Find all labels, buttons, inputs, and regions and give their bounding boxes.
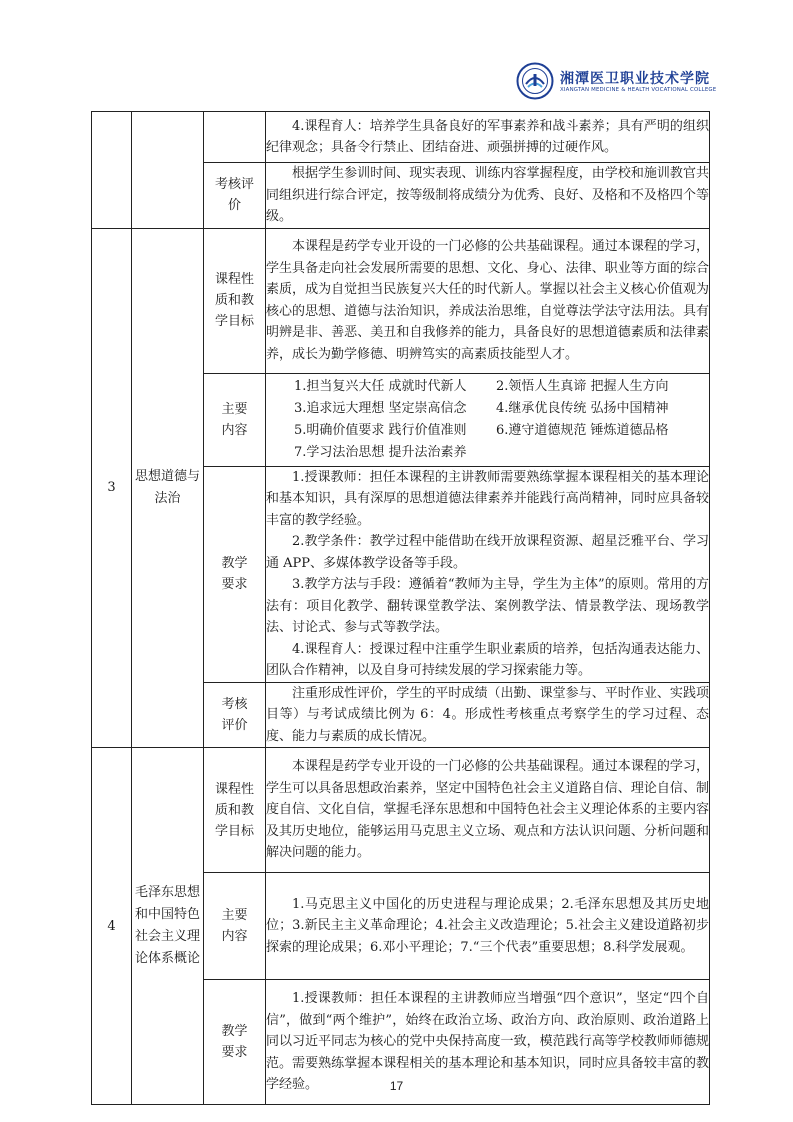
assessment-text: 注重形成性评价，学生的平时成绩（出勤、课堂参与、平时作业、实践项目等）与考试成绩比例为 6：4。形成性考核重点考察学生的学习过程、态度、能力与素质的成长情况。 <box>266 685 709 744</box>
list-item: 4.继承优良传统 弘扬中国精神 <box>496 400 669 416</box>
requirements-cell <box>266 466 710 682</box>
content-label: 主要内容 <box>204 373 266 466</box>
content-text: 1.马克思主义中国化的历史进程与理论成果；2.毛泽东思想及其历史地位；3.新民主主义革命理论；4.社会主义改造理论；5.社会主义建设道路初步探索的理论成果；6.邓小平理论；7.“三个代表”重要思想；8.科学发展观。 <box>266 896 709 955</box>
list-item: 2.领悟人生真谛 把握人生方向 <box>496 378 669 394</box>
course-number-cell <box>92 112 132 229</box>
list-item: 5.明确价值要求 践行价值准则 <box>294 422 467 438</box>
page-number: 17 <box>389 1079 404 1093</box>
list-item: 6.遵守道德规范 锤炼道德品格 <box>496 422 669 438</box>
goals-label: 课程性质和教学目标 <box>204 748 266 873</box>
content-list <box>266 375 709 465</box>
course-name: 毛泽东思想和中国特色社会主义理论体系概论 <box>132 748 204 1105</box>
requirement-item: 1.授课教师：担任本课程的主讲教师需要熟练掌握本课程相关的基本理论和基本知识，具有深厚的思想道德法律素养并能践行高尚精神，同时应具备较丰富的教学经验。 <box>266 469 709 528</box>
list-item: 7.学习法治思想 提升法治素养 <box>294 444 467 460</box>
category-cell <box>204 112 266 163</box>
course-name-cell <box>132 112 204 229</box>
goals-text: 本课程是药学专业开设的一门必修的公共基础课程。通过本课程的学习，学生可以具备思想政治素养，坚定中国特色社会主义道路自信、理论自信、制度自信、文化自信，掌握毛泽东思想和中国特色社会主义理论体系的主要内容及其历史地位，能够运用马克思主义立场、观点和方法认识问题、分析问题和解决问题的能力。 <box>266 759 709 861</box>
table-row <box>92 112 710 163</box>
course-number: 4 <box>92 748 132 1105</box>
content-label: 主要内容 <box>204 873 266 980</box>
goals-cell <box>266 748 710 873</box>
content-cell <box>266 373 710 466</box>
course-table <box>91 111 710 1105</box>
assessment-label: 考核评价 <box>204 682 266 748</box>
assessment-cell <box>266 682 710 748</box>
requirements-label: 教学要求 <box>204 466 266 682</box>
requirement-item: 4.课程育人：授课过程中注重学生职业素质的培养，包括沟通表达能力、团队合作精神，以及自身可持续发展的学习探索能力等。 <box>266 641 709 678</box>
school-logo <box>516 62 716 102</box>
table-row <box>92 228 710 373</box>
course-name: 思想道德与法治 <box>132 228 204 748</box>
goals-label: 课程性质和教学目标 <box>204 228 266 373</box>
school-name-english: XIANGTAN MEDICINE & HEALTH VOCATIONAL COLLEGE <box>560 87 717 93</box>
list-item: 3.追求远大理想 坚定崇高信念 <box>294 400 467 416</box>
requirements-label: 教学要求 <box>204 980 266 1105</box>
requirement-item: 2.教学条件：教学过程中能借助在线开放课程资源、超星泛雅平台、学习通 APP、多媒体教学设备等手段。 <box>266 534 709 571</box>
school-name: 湘潭医卫职业技术学院 <box>560 71 710 87</box>
requirement-item: 1.授课教师：担任本课程的主讲教师应当增强“四个意识”，坚定“四个自信”，做到“两个维护”，始终在政治立场、政治方向、政治原则、政治道路上同以习近平同志为核心的党中央保持高度一致，模范践行高等学校教师师德规范。需要熟练掌握本课程相关的基本理论和基本知识，同时应具备较丰富的教学经验。 <box>266 991 709 1093</box>
assessment-label: 考核评价 <box>204 163 266 229</box>
table-row <box>92 748 710 873</box>
requirement-item: 3.教学方法与手段：遵循着“教师为主导，学生为主体”的原则。常用的方法有：项目化教学、翻转课堂教学法、案例教学法、情景教学法、现场教学法、讨论式、参与式等教学法。 <box>266 577 709 635</box>
assessment-text: 根据学生参训时间、现实表现、训练内容掌握程度，由学校和施训教官共同组织进行综合评定，按等级制将成绩分为优秀、良好、及格和不及格四个等级。 <box>266 166 709 224</box>
requirements-tail-text: 4.课程育人：培养学生具备良好的军事素养和战斗素养；具有严明的组织纪律观念；具备令行禁止、团结奋进、顽强拼搏的过硬作风。 <box>266 118 709 155</box>
school-emblem-icon <box>516 62 554 100</box>
course-number: 3 <box>92 228 132 748</box>
requirements-tail-cell <box>266 112 710 163</box>
content-cell <box>266 873 710 980</box>
goals-text: 本课程是药学专业开设的一门必修的公共基础课程。通过本课程的学习，学生具备走向社会发展所需要的思想、文化、身心、法律、职业等方面的综合素质，成为自觉担当民族复兴大任的时代新人。掌握以社会主义核心价值观为核心的思想、道德与法治知识，养成法治思维，自觉尊法学法守法用法。具有明辨是非、善恶、美丑和自我修养的能力，具备良好的思想道德素质和法律素养，成长为勤学修德、明辨笃实的高素质技能型人才。 <box>266 239 709 362</box>
list-item: 1.担当复兴大任 成就时代新人 <box>294 378 467 394</box>
goals-cell <box>266 228 710 373</box>
assessment-cell <box>266 163 710 229</box>
